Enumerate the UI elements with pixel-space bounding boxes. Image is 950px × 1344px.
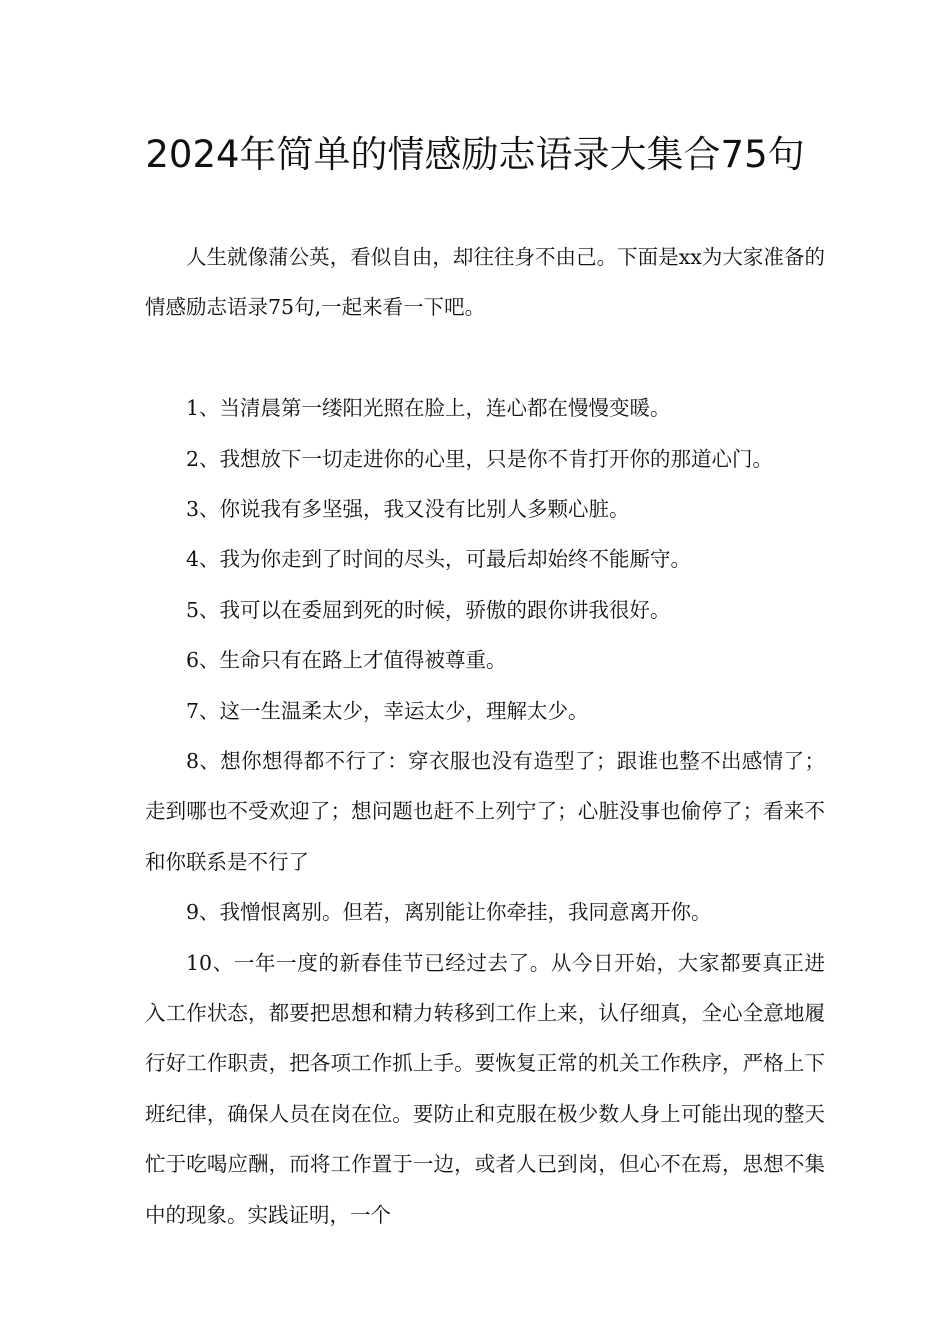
quote-item-4: 4、我为你走到了时间的尽头，可最后却始终不能厮守。 bbox=[186, 547, 692, 572]
quote-item-9: 9、我憎恨离别。但若，离别能让你牵挂，我同意离开你。 bbox=[186, 900, 712, 925]
document-title: 2024年简单的情感励志语录大集合75句 bbox=[145, 133, 805, 176]
quote-item-6: 6、生命只有在路上才值得被尊重。 bbox=[186, 648, 507, 673]
document-body bbox=[145, 232, 825, 1240]
quote-item-2: 2、我想放下一切走进你的心里，只是你不肯打开你的那道心门。 bbox=[186, 446, 774, 471]
quote-item-1: 1、当清晨第一缕阳光照在脸上，连心都在慢慢变暖。 bbox=[186, 396, 671, 421]
quote-item-3: 3、你说我有多坚强，我又没有比别人多颗心脏。 bbox=[186, 497, 630, 522]
quote-item-5: 5、我可以在委屈到死的时候，骄傲的跟你讲我很好。 bbox=[186, 597, 671, 622]
quote-item-8: 8、想你想得都不行了：穿衣服也没有造型了；跟谁也整不出感情了；走到哪也不受欢迎了；想问题也赶不上列宁了；心脏没事也偷停了；看来不和你联系是不行了 bbox=[145, 749, 825, 874]
intro-paragraph: 人生就像蒲公英，看似自由，却往往身不由己。下面是xx为大家准备的情感励志语录75句,一起来看一下吧。 bbox=[145, 245, 825, 320]
quote-item-7: 7、这一生温柔太少，幸运太少，理解太少。 bbox=[186, 698, 589, 723]
quote-item-10: 10、一年一度的新春佳节已经过去了。从今日开始，大家都要真正进入工作状态，都要把思想和精力转移到工作上来，认仔细真，全心全意地履行好工作职责，把各项工作抓上手。要恢复正常的机关工作秩序，严格上下班纪律，确保人员在岗在位。要防止和克服在极少数人身上可能出现的整天忙于吃喝应酬，而将工作置于一边，或者人已到岗，但心不在焉，思想不集中的现象。实践证明，一个 bbox=[145, 950, 825, 1227]
blank-line bbox=[145, 333, 825, 383]
